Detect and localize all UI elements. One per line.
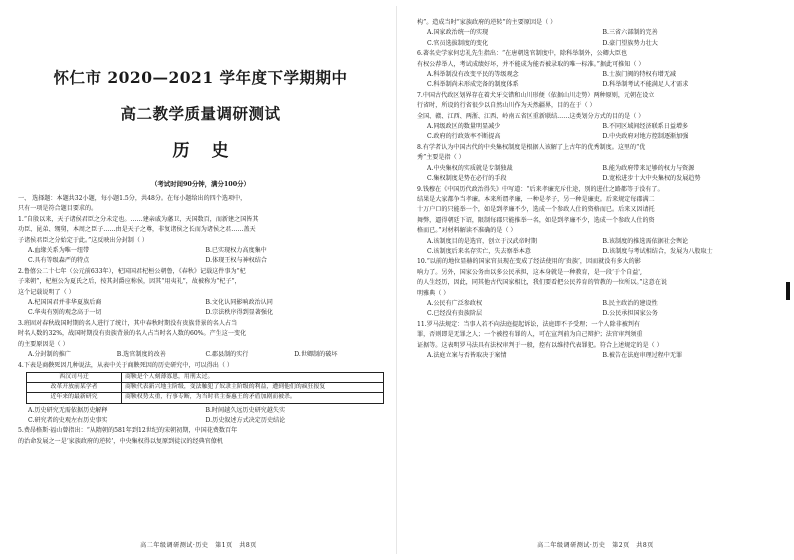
answer-option: D.宽松进步十大中央集权的发展趋势 [602, 175, 701, 183]
exam-info: （考试时间90分钟，满分100分） [151, 180, 250, 188]
answer-option: B.选官制度的改善 [116, 351, 166, 359]
answer-option: D.世卿制的破坏 [294, 351, 338, 359]
answer-options [417, 28, 778, 49]
answer-option: D.宗法秩序得到显著强化 [205, 309, 274, 317]
answer-option: C.已经没有贵族阶层 [427, 310, 483, 318]
answer-option: C.研究者的史观左右历史事实 [28, 416, 108, 424]
answer-option: B.不同区域间经济联系日益增多 [602, 123, 689, 131]
answer-option: A.公民有广泛参政权 [427, 299, 483, 307]
answer-option: C.华夷有别的观念高于一切 [28, 309, 102, 317]
answer-option: D.体现王权与神权结合 [205, 257, 267, 265]
answer-option: C.官员选拔制度的变化 [427, 39, 489, 47]
question-text-line: 这个记载说明了（ ） [18, 288, 75, 296]
table-row [27, 383, 384, 393]
footer-right: 高二年级调研测试·历史 第2页 共8页 [537, 542, 654, 549]
question-text-line: 8.有学者认为中国古代的中央集权制度是根据人该解了上古年的优秀制度。这里的“优 [417, 143, 646, 151]
question-text-line: 时名人数的32%，战国时期没有贵族背景的名人占当时名人数的60%。产生这一变化 [18, 330, 247, 338]
question-text-line: 的人生经历，因此，同其他古代国家相比，我们要看把公民养育的管教的一位所以。”这意在说 [417, 279, 667, 287]
answer-option: B.该制度的推选需依据社会舆论 [602, 237, 689, 245]
table-cell-view: 商鞅是个人刻薄寡恩，用刑太过。 [122, 372, 384, 382]
question-text-line: 罪，否则即是无罪之人；一个被控有罪的人，可在宣判前为自己辩护；法官审判须重 [417, 331, 643, 339]
answer-options [417, 164, 778, 185]
answer-option: C.该制度后来名存实亡，失去察举本意 [427, 247, 531, 255]
question-text-line: 子诸侯君臣之分始定于此。”这反映出分封制（ ） [18, 236, 148, 244]
question-text-line: 1.“自殷以来，天子诸侯君臣之分未定也。……建亲戚为藩卫，天国数百，而新建之国皆其 [18, 215, 259, 223]
table-cell-source: 改革开放前某学者 [27, 383, 122, 393]
question-text-line: 5.费昂格斯·福山曾指出：“从隋朝的581年到12世纪的宋朝初期，中国花费数百年 [18, 427, 238, 435]
answer-option: A.分封制的推广 [28, 351, 71, 359]
answer-option: B.被告在法庭审理过程中无罪 [602, 352, 683, 359]
answer-option: B.文化认同影响政治认同 [205, 299, 273, 307]
answer-options [417, 351, 778, 361]
answer-option: D.历史叙述方式决定历史结论 [205, 416, 286, 424]
answer-option: C.郡县制的实行 [205, 351, 249, 359]
history-table [26, 372, 384, 404]
question-text-line: 只有一项是符合题目要求的。 [18, 205, 98, 213]
question-text-line: 9.钱穆在《中国历代政治得失》中写道：“后来孝廉充斥仕途，别的进仕之路都等于没有了。 [417, 185, 664, 193]
table-cell-source: 近年来的最新研究 [27, 393, 122, 403]
question-text-line: 有权公荐举人，考试成绩好坏，并不能成为能否被录取的唯一标准。”据此可推知（ ） [417, 60, 645, 68]
question-text-line: 11.罗马法规定：当事人若不向法庭提起诉讼，法庭即不予受理；一个人除非被判有 [417, 320, 640, 328]
answer-option: D.中央政府对地方控制逐渐加强 [602, 133, 689, 141]
answer-option: D.公民承担国家公务 [602, 310, 658, 318]
answer-option: D.豪门望族势力壮大 [602, 39, 658, 47]
question-text-line: 4.下表是商鞅死因几种说法，从表中关于商鞅死因的历史研究中，可以得出（ ） [18, 361, 233, 369]
answer-option: C.集权制度是势在必行的手段 [427, 175, 507, 183]
answer-options [18, 246, 383, 267]
answer-option: A.血缘关系为唯一纽带 [28, 247, 90, 255]
answer-option: A.同级政区的数量明显减少 [427, 123, 501, 131]
answer-option: A.法庭立案与否皆取决于案情 [427, 352, 507, 359]
table-row [27, 372, 384, 382]
answer-option: B.已实现权力高度集中 [205, 247, 267, 255]
question-text-line: 子来朝”，杞桓公为夏氏之后，按其封爵应称侯，因其“用夷礼”，故被称为“杞子”， [18, 278, 241, 286]
answer-options [417, 237, 778, 258]
answer-options [417, 299, 778, 320]
answer-options [18, 350, 383, 360]
question-text-line: 6.著名史学家何忠礼先生指出：“在唐朝选官制度中，除科举制外，公卿大臣也 [417, 50, 628, 58]
footer-left: 高二年级调研测试·历史 第1页 共8页 [140, 542, 257, 549]
answer-option: C.具有等级森严的特点 [28, 257, 90, 265]
answer-option: B.时间越久远历史研究越失实 [205, 406, 286, 414]
exam-title-line1: 怀仁市 2020—2021 学年度下学期期中 [53, 68, 348, 87]
question-text-line: 的主要原因是（ ） [18, 340, 69, 348]
binder-mark [786, 282, 790, 300]
question-text-line: 2.鲁僖公二十七年（公元前633年），杞国国君杞桓公朝鲁，《春秋》记载这件事为“杞 [18, 267, 246, 275]
question-text-line: 证据等。这表明罗马法具有法权审判于一般，控有以维持代表罪犯。符合上述规定的是（ ） [417, 341, 663, 349]
answer-option: A.中央集权的实质就是专制独裁 [427, 164, 513, 172]
question-text-line: 10.“以前的地位显赫的国家官员现在变成了经法使用的‘贵族’，因而就没有多大的影 [417, 258, 641, 266]
answer-option: B.能为政府带来足够的权力与资源 [602, 164, 695, 172]
answer-options [18, 298, 383, 319]
table-row [27, 393, 384, 403]
question-text-line: 舞弊，逼得朝廷下诏，限制每郡只能推举一名，如是到孝廉不少，选成一个参政人仕的资 [417, 216, 655, 224]
right-questions [417, 18, 778, 361]
exam-title-line2: 高二教学质量调研测试 [120, 104, 281, 123]
page-right [397, 0, 794, 560]
answer-option: B.三省六部制的完善 [602, 29, 658, 37]
answer-options [417, 70, 778, 91]
question-text-line: 秀”主要是指（ ） [417, 154, 465, 162]
question-text-line: 构”。造成当时“家族政府的逆转”的主要原因是（ ） [417, 19, 557, 26]
question-text-line: 结果是大家都争当孝廉。本来所谓孝廉，一种是孝子，另一种是廉吏。后来规定每郡满二 [417, 195, 655, 203]
answer-option: B.民主政治的建设性 [602, 299, 658, 307]
question-text-line: 行省时，所设的行省很少以自然山川作为天然疆界，目的在于（ ） [417, 102, 596, 110]
answer-option: A.国家政治统一的实现 [427, 29, 489, 37]
answer-option: A.历史研究无需依据历史解释 [28, 406, 108, 414]
answer-option: C.科举制尚未形成完备的制度体系 [427, 81, 519, 89]
answer-option: D.该制度与考试相结合，发展为八股取士 [602, 247, 713, 255]
question-text-line: 全国、赣、江西、两浙、江西、岭南五省区重新联结……这类划分方式的目的是（ ） [417, 112, 645, 120]
question-text-line: 的治命发展之一是‘家族政府的逆转’，中央集权得以复原到徒汉的经典官僚机 [18, 437, 223, 445]
table-cell-source: 西汉司马迁 [27, 372, 122, 382]
answer-option: A.该制度目的是选官，创立于汉武帝时期 [427, 237, 537, 245]
question-text-line: 功臣、昆弟、甥舅，本周之臣子……由是天子之尊，非复诸侯之长而为诸侯之君……盖天 [18, 226, 256, 234]
answer-options [18, 406, 383, 427]
question-text-line: 一、 选择题：本题共32小题，每小题1.5分，共48分。在每小题给出的四个选项中， [18, 195, 247, 202]
table-cell-view: 商鞅代表新兴地主阶级，变法触犯了奴隶主阶级的利益，遭到他们的疯狂报复 [122, 383, 384, 393]
answer-option: C.政府的行政效率不断提高 [427, 133, 501, 141]
question-text-line: 7.中国古代政区划界存在着犬牙交错和山川形便（依据山川走势）两种原则，元朝在设立 [417, 91, 655, 99]
question-text-line: 响力了。另外，国家公务由以多公民承担，这本身就是一种教育，是一段‘于个自益', [417, 268, 642, 276]
answer-option: D.科举制考试不能满足人才需求 [602, 81, 689, 89]
question-text-line: 格而已。”对材料解读不准确的是（ ） [417, 227, 517, 235]
answer-option: A.科举制没有改变平民的等级观念 [427, 71, 519, 79]
exam-subject: 历史 [172, 141, 251, 161]
answer-option: A.杞国国君并非华夏族后裔 [28, 299, 102, 307]
answer-options [417, 122, 778, 143]
question-text-line: 十万户口的只能举一个，如是到孝廉不少，选成一个参政人仕的资格而已。后来又因请托 [417, 206, 655, 214]
table-cell-view: 商鞅权势太重，行事专断，为当时君主秦惠王的矛盾加剧而被杀。 [122, 393, 384, 403]
left-questions [18, 194, 383, 447]
answer-option: B.士族门阀的特权有增无减 [602, 71, 676, 79]
question-text-line: 3.班固对春秋战国时期的名人进行了统计，其中春秋时期没有贵族背景的名人占当 [18, 319, 238, 327]
question-text-line: 明雅典（ ） [417, 289, 450, 297]
